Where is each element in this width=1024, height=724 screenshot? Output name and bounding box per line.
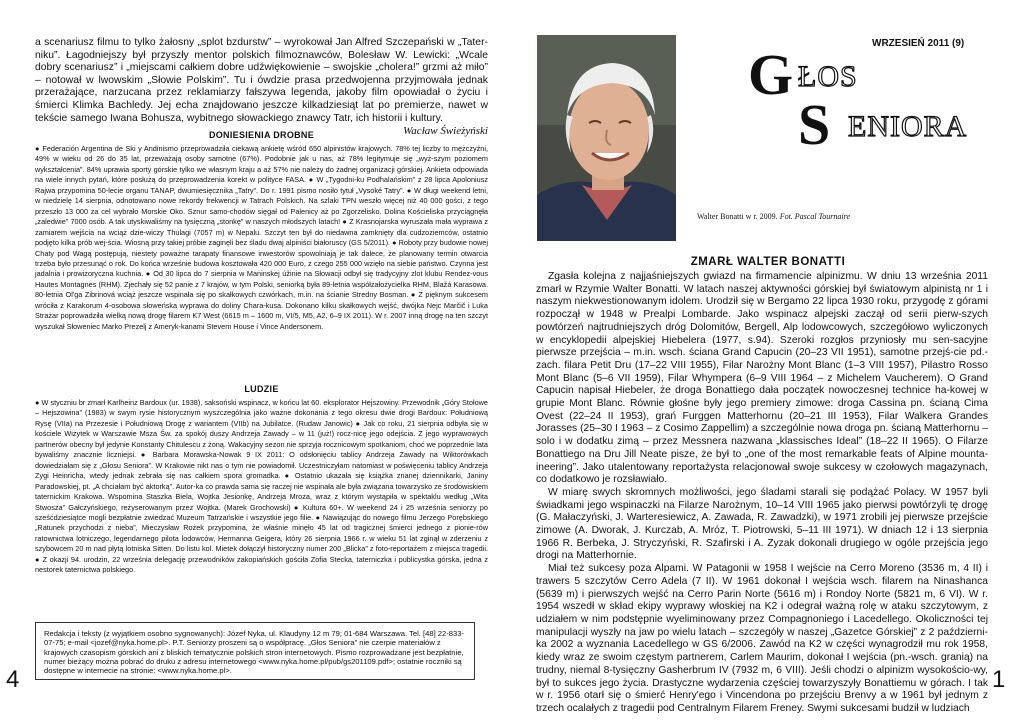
heading-news: DONIESIENIA DROBNE xyxy=(208,130,315,140)
photo-caption xyxy=(697,212,850,221)
right-page xyxy=(512,0,1024,724)
portrait-illustration xyxy=(537,35,676,241)
caption-text: Walter Bonatti w r. 2009. xyxy=(697,212,778,221)
article-paragraph-2: W miarę swych skromnych możliwości, jego śladami starali się podążać Polacy. W 1957 byli świadkami jego wspinaczki na Filarze Narożnym, 10–14 VIII 1965 jako pierwsi powtórzyli tę drogę (G. Małaczyński, J. Warteresiewicz, A. Zawada, R. Zawadzki), w 1971 zrobili jej pierwsze przejście zimowe (A. Dworak, J. Kurczab, A. Mróz, T. Piotrowski, 5–11 III 1971). W dniach 12 i 13 sierpnia 1966 R. Berbeka, J. Stryczyński, R. Szafirski i A. Zyzak dokonali drugiego w ogóle przejścia jego drogi na Matterhornie. xyxy=(536,486,988,562)
people-text: ● W styczniu br zmarł Karlheinz Bardoux (ur. 1938), saksoński wspinacz, w końcu lat 60. eksplorator Hejszowiny. Przewodnik „Góry Stołowe – Hejszowina” (1983) w swym rysie historycznym wyszczególnia jako ważne dokonania z tego okresu dwie drogi Bardoux: Południową Rysę (VIIa) na Przezesie i Południową Drogę z wariantem (VIIb) na Jubilatce. (Rudaw Janowic) ● Jak co roku, 21 sierpnia odbyła się w kościele Wizytek w Warszawie Msza Św. za spokój duszy Andrzeja Zawady – w 11 (już!) rocz-nicę jego odejścia. Z jego wyprawowych partnerów obecny był jedynie Konstanty Chitulescu z żoną. Wakacyjny sezon nie sprzyja rocznicowym spotkaniom, choć we poprzednie lata bywaliśmy znacznie liczniejsi. ● Barbara Morawska-Nowak 9 IX 2011: O odsłonięciu tablicy Andrzeja Zawady na Wiktorówkach dowiedziałam się z „Głosu Seniora”. W Krakowie nikt nas o tym nie powiadomił. Uczestniczyłam natomiast w poświęceniu tablicy Andrzeja Zygi Heinricha, wtedy jednak zebrała się nas całkiem spora gromadka. ● Ostatnio ukazała się książka znanej dziennikarki, Janiny Paradowskiej, pt. „A chciałam być aktorką”. Autor-ka co prawda sama się raczej nie wspinała ale była związana towarzysko ze środowiskiem taternickim Krakowa. Wspomina Staszka Biela, Wojtka Jesionkę, Andrzeja Mroza, wraz z którym wystąpiła w spektaklu według „Wita Stwosza” Gałczyńskiego, reżyserowanym przez Wojtka. (Marek Grochowski) ● Kultura 60+. W weekend 24 i 25 września seniorzy po sześćdziesiątce mogli bezpłatnie zwiedzać Muzeum Tatrzańskie i wszystkie jego filie. ● Nawiązując do nowego filmu Jerzego Porębskiego „Ratunek przychodzi z nieba”, Mieczysław Rożek przypomina, że właśnie minęło 45 lat od tragicznej śmierci jednego z pionie-rów ratownictwa lotniczego, legendarnego pilota lodowców, Hermanna Geigera, który 26 sierpnia 1966 r. w wieku 51 lat zginął w zderzeniu z szybowcem 20 m nad płytą lotniska Sitten. Do listu kol. Mietek dołączył historyczny numer 200 „Blicka” z foto-reportażem z miejsca tragedii. ● Z okazji 94. urodzin, 22 września delegację przewodników zakopiańskich gościła Zofia Stecka, taterniczka i publicystka górska, jedna z nestorek taternictwa polskiego. xyxy=(35,398,489,575)
article-body xyxy=(536,271,988,716)
heading-people: LUDZIE xyxy=(244,384,279,394)
logo-eniora: ENIORA xyxy=(848,110,968,143)
caption-credit: Fot. Pascal Tournaire xyxy=(779,212,850,221)
footer-text: Redakcja i teksty (z wyjątkiem osobno sygnowanych): Józef Nyka, ul. Klaudyny 12 m 79; 01-684 Warszawa. Tel. [48] 22-833-07-75; e-mail <jozef@nyka.home.pl>. P.T. Seniorzy proszeni są o współpracę. „Głos Seniora” nie czerpie materiałów z krajowych czasopism górskich ani z bliskich tematycznie polskich stron internetowych. Pismo rozprowadzane jest bezpłatnie, numer bieżący można pobrać do druku z adresu internetowego <www.nyka.home.pl/pub/gs201109.pdf>; ostatnie roczniki są dostępne w internecie na stronie: <www.nyka.home.pl>. xyxy=(44,629,464,676)
article-paragraph-1: Zgasła kolejna z najjaśniejszych gwiazd na firmamencie alpinizmu. W dniu 13 września 2011 zmarł w Rzymie Walter Bonatti. W latach naszej aktywności górskiej był światowym alpinistą nr 1 i naszym niekwestionowanym idolem. Urodził się w Bergamo 22 lipca 1930 roku, przygodę z górami rozpoczął w 1948 w Prealpi Lombarde. Jako wspinacz alpejski zaczął od serii pierw-szych powtórzeń najtrudniejszych dróg Dolomitów, Bergell, Alp lodowcowych, szczegółowo wyliczonych w encyklopedii alpejskiej Hiebelera (1977, s.94). Szeroki rozgłos przyniosły mu sen-sacyjne pierwsze przejścia – m.in. wsch. ściana Grand Capucin (20–23 VII 1951), samotne przejś-cie pd.-zach. filara Petit Dru (17–22 VIII 1955), Filar Narożny Mont Blanc (1–3 VIII 1957), Pilastro Rosso Mont Blanc (5–6 VII 1959), Filar Whympera (6–9 VIII 1964 – z Michelem Vaucherem). O Grand Capucin napisał Hiebeler, że droga Bonattiego dała początek nowoczesnej technice ha-kowej w grupie Mont Blanc. Równie głośne były jego premiery zimowe: droga Cassina pn. ścianą Cima Ovest (22–24 II 1953), grań Furggen Matterhornu (20–21 III 1953), Filar Walkera Grandes Jorasses (25–30 I 1963 – z Cosimo Zappellim) a szczególnie nowa droga pn. ścianą Matterhornu – solo i w dodatku zimą – przez Messnera nazwana „klassisches Ideal” (18–22 II 1965). O Filarze Bonattiego na Dru Jill Neate pisze, że był to „one of the most remarkable feats of Alpine mounta-ineering”. Jako utalentowany reportażysta relacjonował swoje sukcesy w czołowych magazynach, co dodatkowo je rozsławiało. xyxy=(536,271,988,486)
page-number-right: 1 xyxy=(992,666,1006,693)
logo-los: ŁOS xyxy=(798,60,858,93)
logo-letter-s: S xyxy=(798,92,831,157)
article-paragraph-3: Miał też sukcesy poza Alpami. W Patagonii w 1958 I wejście na Cerro Moreno (3536 m, 4 II) i trawers 5 szczytów Cerro Adela (7 II). W 1961 dokonał I wejścia wsch. filarem na Ninashanca (5639 m) i pierwszych wejść na Cerro Parin Norte (5616 m) i Rondoy Norte (5821 m, 6 VI). W r. 1954 wszedł w skład ekipy wyprawy włoskiej na K2 i odegrał ważną rolę w ataku szczytowym, z udziałem w nim podstępnie wyeliminowany przez Compagnoniego i Lacedellego. Okoliczności tej manipulacji wyszły na jaw po wielu latach – szczegóły w naszej „Gazetce Górskiej” z 2 październi-ka 2002 a wyznania Lacedellego w GS 6/2006. Zawód na K2 w części wynagrodził mu rok 1958, kiedy wraz ze swoim częstym partnerem, Carlem Maurim, dokonał I wejścia (pn.-wsch. granią) na trudny, niemal 8-tysięczny Gasherbrum IV (7932 m, 6 VIII). Jeśli chodzi o alpinizm wysokościo-wy, był to sukces jego życia. Drastyczne wydarzenia częściej towarzyszyły Bonattiemu w górach. I tak w r. 1956 otarł się o śmierć Henry'ego i Vincendona po przejściu Brenvy a w 1961 był jednym z trzech ocalałych z tragedii pod Centralnym Filarem Freney. Swymi sukcesami budził w ludziach xyxy=(536,563,988,714)
logo-letter-g: G xyxy=(748,42,794,107)
intro-text xyxy=(35,37,488,138)
issue-date: WRZESIEŃ 2011 (9) xyxy=(872,38,965,49)
portrait-photo xyxy=(537,35,676,241)
page-number-left: 4 xyxy=(6,666,20,693)
editorial-footer xyxy=(35,622,475,680)
article-title: ZMARŁ WALTER BONATTI xyxy=(690,256,846,268)
news-text: ● Federación Argentina de Ski y Andinismo przeprowadziła ciekawą ankietę wśród 650 alpinistów krajowych. 78% tej liczby to mężczyźni, 49% w wieku od 26 do 35 lat, przeważają osoby samotne (67%). Podobnie jak u nas, aż 78% legitymuje się „wyż-szym poziomem wykształcenia”. 84% uprawia sporty górskie tylko we własnym kraju a aż 57% nie należy do żadnej organizacji górskiej. Ankieta odpowiada na wiele innych pytań, które posłużą do przeprowadzenia korekt w polityce FASA. ● W „Tygodni-ku Podhalańskim” z 28 lipca Apoloniusz Rajwa przypomina 50-lecie organu TANAP, dwumiesięcznika „Tatry”. Do r. 1991 pismo nosiło tytuł „Vysoké Tatry”. ● W długi weekend letni, w niedzielę 14 sierpnia, odnotowano nowe rekordy frekwencji w Tatrach Polskich. Na szlaki TPN weszło więcej niż 40 000 gości, z tego przeszło 13 000 za cel wybrało Morskie Oko. Sznur samo-chodów sięgał od Palenicy aż po Zgorzelisko. Dolina Kościeliska przyciągnęła „zaledwie” 7000 osób. A tak utyskiwaliśmy na tysięczną „stonkę” w naszych młodszych latach! ● Z Krasnojarska wyruszała mała wyprawa z zamiarem wejścia na wciąż dzie-wiczy Thulagi (7057 m) w Nepalu. Szczyt ten był do niedawna zamknięty dla cudzoziemców, ostatnio podjęto kilka prób wej-ścia. Wiosną przy takiej próbie zaginęli bez śladu dwaj alpiniści białoruscy (GS 5/2011). ● Roboty przy budowie nowej Chaty pod Wagą postępują, niestety poważne tarapaty finansowe inwestorów spowolniają je tak dalece, że planowany termin otwarcia trzeba było przesunąć o rok. Do końca wrześnie budowa kosztowała 420 000 Euro, z czego 255 000 wzięło na siebie państwo. Czynna jest jadalnia i prowizoryczna kuchnia. ● Od 30 lipca do 7 sierpnia w Maninskej úžinie na Słowacji odbył się tradycyjny zlot klubu Rendez-vous Hautes Montagnes (RHM). Zjechały się 52 panie z 7 krajów, w tym Polski, seniorką była 89-letnia współzałożycielka RHM, Blažá Karasowa. 80-letnia Ol'ga Zibrinová wciąż jeszcze wspinała się po skałkowych czwórkach, m.in. na ścianie Stredny Bosman. ● Z pięknym sukcesem wróciła z Karakorum 4-osobowa słoweńska wyprawa do doliny Chara-kusa. Dokonano kilku skałkowych wejść, dwójka Nejc Marčič i Luka Strażar poprowadziła wielką nową drogę filarem K7 West (6615 m – 1600 m, VI/5, M5, A2, 6–9 IX 2011). W r. 2007 inną drogę na ten szczyt wyszukał Słoweniec Marko Prezelj z Ameryk-kanami Stevem House i Vince Andersonem. xyxy=(35,144,488,331)
intro-signature: Wacław Świeżyński xyxy=(403,125,488,138)
intro-paragraph: a scenariusz filmu to tylko żałosny „splot bzdurstw” – wyrokował Jan Alfred Szczepański w „Tater-niku”. Łagodniejszy był przyszły mentor polskich filmoznawców, Bolesław W. Lewicki: „Wcale dobry scenariusz” i „miejscami całkiem dobre udźwiękowienie – swojskie „cholera!” grzmi aż miło” – notował w lwowskim „Słowie Polskim”. Tu i ówdzie prasa przedwojenna przyjmowała jednak przerażające, narzucana przez reklamiarzy fałszywa legenda, jakoby film opowiadał o życiu i śmierci Klimka Bachledy. Jej echa znajdowano jeszcze kilkadziesiąt lat po premierze, nawet w tekście samego Iwana Bohusza, wybitnego słowackiego znawcy Tatr, ich historii i kultury. xyxy=(35,37,488,124)
